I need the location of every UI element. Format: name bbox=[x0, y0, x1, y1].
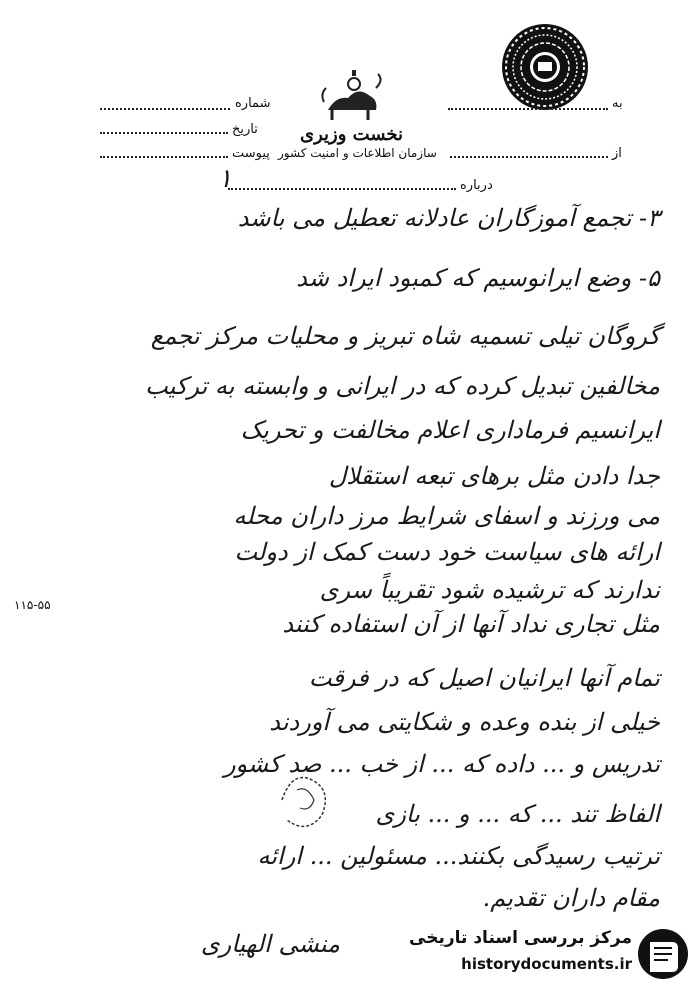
signature: منشی الهیاری bbox=[200, 930, 340, 958]
letter-line-11: تمام آنها ایرانیان اصیل که در فرقت bbox=[308, 664, 660, 692]
letter-line-8: ارائه های سیاست خود دست کمک از دولت bbox=[234, 538, 660, 566]
footer-title: مرکز بررسی اسناد تاریخی bbox=[409, 928, 632, 948]
organization-subtitle: سازمان اطلاعات و امنیت کشور bbox=[278, 146, 437, 160]
page-mark: ۱ bbox=[218, 164, 232, 194]
from-label: از bbox=[612, 146, 622, 161]
document-roll-logo-icon bbox=[636, 926, 690, 982]
attachment-dotted-line bbox=[100, 156, 228, 158]
letter-line-4: مخالفین تبدیل کرده که در ایرانی و وابسته به ترکیب bbox=[145, 372, 660, 400]
to-dotted-line bbox=[448, 108, 608, 110]
organization-title: نخست وزیری bbox=[300, 124, 404, 145]
letter-line-3: گروگان تیلی تسمیه شاه تبریز و محلیات مرکز تجمع bbox=[150, 322, 660, 350]
subject-label: درباره bbox=[460, 178, 493, 193]
date-label: تاریخ bbox=[232, 122, 258, 137]
circular-seal-icon bbox=[500, 22, 590, 112]
letter-line-9: ندارند که ترشیده شود تقریباً سری bbox=[319, 576, 660, 604]
footer-url: historydocuments.ir bbox=[461, 955, 632, 973]
reference-number: ۱۱۵-۵۵ bbox=[14, 598, 51, 612]
to-label: به bbox=[612, 96, 623, 111]
lion-and-sun-emblem-icon bbox=[318, 66, 388, 124]
letter-line-13: تدریس و ... داده که ... از خب ... صد کشور bbox=[223, 750, 660, 778]
subject-dotted-line bbox=[228, 188, 456, 190]
letter-line-10: مثل تجاری نداد آنها از آن استفاده کنند bbox=[282, 610, 660, 638]
letter-line-15: ترتیب رسیدگی بکنند... مسئولین ... ارائه bbox=[257, 842, 660, 870]
stamp-mark-icon bbox=[262, 760, 352, 840]
from-dotted-line bbox=[450, 156, 608, 158]
letter-line-16: مقام داران تقدیم. bbox=[482, 884, 660, 912]
letter-line-5: ایرانسیم فرماداری اعلام مخالفت و تحریک bbox=[240, 416, 660, 444]
attachment-label: پیوست bbox=[232, 146, 270, 161]
letter-line-12: خیلی از بنده وعده و شکایتی می آوردند bbox=[269, 708, 660, 736]
letter-line-6: جدا دادن مثل برهای تبعه استقلال bbox=[328, 462, 660, 490]
number-label: شماره bbox=[235, 96, 271, 111]
letter-line-7: می ورزند و اسفای شرایط مرز داران محله bbox=[233, 502, 660, 530]
letter-line-2: ۵- وضع ایرانوسیم که کمبود ایراد شد bbox=[296, 264, 660, 292]
number-dotted-line bbox=[100, 108, 230, 110]
letter-line-14: الفاظ تند ... که ... و ... بازی bbox=[375, 800, 660, 828]
letter-line-1: ۳- تجمع آموزگاران عادلانه تعطیل می باشد bbox=[237, 204, 660, 232]
date-dotted-line bbox=[100, 132, 228, 134]
